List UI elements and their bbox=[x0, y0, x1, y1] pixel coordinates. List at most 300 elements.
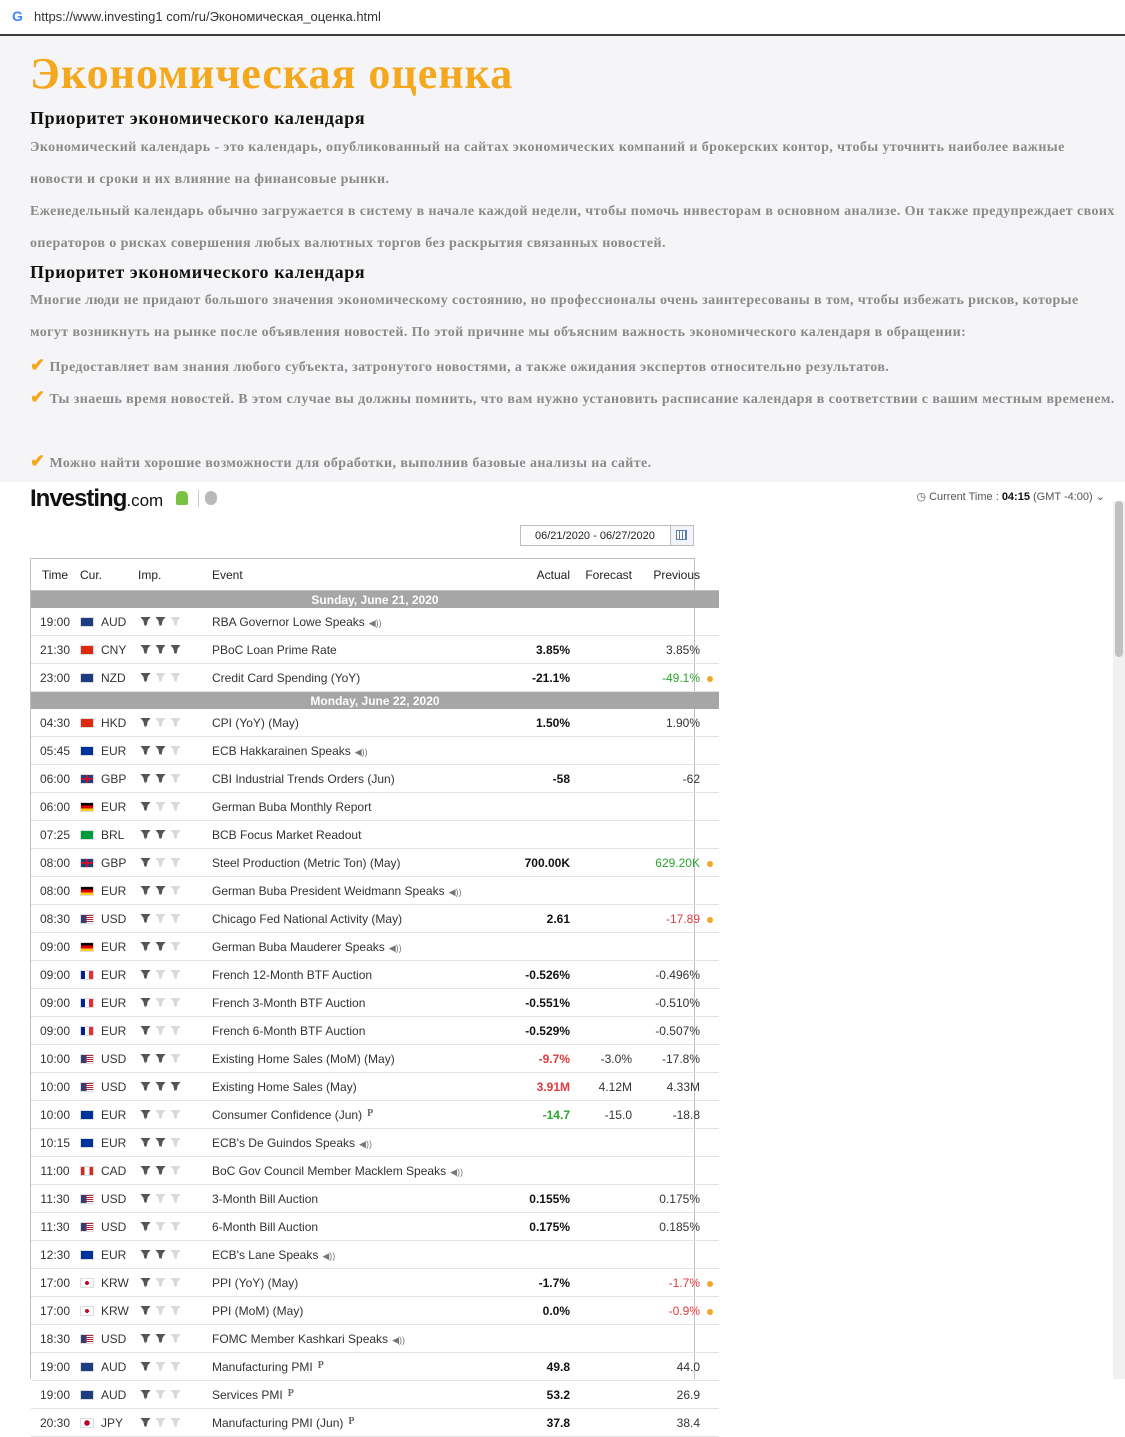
bullet-text: Предоставляет вам знания любого субъекта, затронутого новостями, а также ожидания экспертов относительно результатов. bbox=[49, 360, 890, 375]
event-previous: -49.1% bbox=[633, 664, 701, 692]
bull-icon bbox=[140, 1278, 151, 1287]
event-alert bbox=[701, 664, 719, 692]
bull-icon bbox=[170, 774, 181, 783]
bull-icon bbox=[140, 1362, 151, 1371]
event-importance bbox=[137, 636, 203, 664]
event-alert bbox=[701, 1185, 719, 1213]
event-currency bbox=[79, 1325, 137, 1353]
event-row[interactable] bbox=[31, 1241, 719, 1269]
event-name[interactable] bbox=[203, 961, 493, 989]
event-forecast bbox=[571, 737, 633, 765]
event-row[interactable] bbox=[31, 821, 719, 849]
currency-code: GBP bbox=[101, 855, 127, 870]
currency-code: EUR bbox=[101, 799, 127, 814]
event-title[interactable]: Manufacturing PMI bbox=[212, 1359, 313, 1374]
day-label: Sunday, June 21, 2020 bbox=[31, 591, 719, 609]
event-alert bbox=[701, 1017, 719, 1045]
event-alert bbox=[701, 1073, 719, 1101]
event-previous: 4.33M bbox=[633, 1073, 701, 1101]
event-currency bbox=[79, 664, 137, 692]
event-actual bbox=[493, 608, 571, 636]
flag-icon bbox=[80, 617, 94, 627]
event-title[interactable]: French 3-Month BTF Auction bbox=[212, 995, 366, 1010]
event-forecast bbox=[571, 709, 633, 737]
event-row[interactable] bbox=[31, 709, 719, 737]
event-title[interactable]: ECB's De Guindos Speaks bbox=[212, 1135, 356, 1150]
event-time: 11:30 bbox=[31, 1213, 79, 1241]
clock-icon: ◷ bbox=[916, 491, 926, 503]
event-actual: -58 bbox=[493, 765, 571, 793]
event-time: 09:00 bbox=[31, 989, 79, 1017]
event-alert bbox=[701, 793, 719, 821]
section-heading-2: Приоритет экономического календаря bbox=[30, 262, 366, 282]
revised-dot-icon bbox=[707, 1281, 713, 1287]
event-time: 08:00 bbox=[31, 849, 79, 877]
event-title[interactable]: ECB Hakkarainen Speaks bbox=[212, 743, 351, 758]
event-name[interactable] bbox=[203, 636, 493, 664]
event-alert bbox=[701, 1213, 719, 1241]
event-importance bbox=[137, 1101, 203, 1129]
logo-text: Investing bbox=[30, 485, 127, 512]
event-alert bbox=[701, 1353, 719, 1381]
event-alert bbox=[701, 1129, 719, 1157]
date-range-picker[interactable] bbox=[520, 525, 694, 546]
event-name[interactable] bbox=[203, 1297, 493, 1325]
currency-code: CAD bbox=[101, 1163, 127, 1178]
event-forecast: -3.0% bbox=[571, 1045, 633, 1073]
bull-icon bbox=[170, 1138, 181, 1147]
event-title[interactable]: Manufacturing PMI (Jun) bbox=[212, 1415, 344, 1430]
event-row[interactable] bbox=[31, 793, 719, 821]
currency-code: BRL bbox=[101, 827, 125, 842]
event-currency bbox=[79, 1241, 137, 1269]
event-name[interactable] bbox=[203, 1129, 493, 1157]
event-time: 19:00 bbox=[31, 1353, 79, 1381]
event-row[interactable] bbox=[31, 608, 719, 636]
event-forecast bbox=[571, 608, 633, 636]
event-importance bbox=[137, 989, 203, 1017]
event-currency bbox=[79, 1157, 137, 1185]
bull-icon bbox=[155, 886, 166, 895]
event-name[interactable] bbox=[203, 877, 493, 905]
column-event: Event bbox=[203, 559, 493, 591]
event-title[interactable]: French 6-Month BTF Auction bbox=[212, 1023, 366, 1038]
event-title[interactable]: 6-Month Bill Auction bbox=[212, 1219, 319, 1234]
event-actual: 3.91M bbox=[493, 1073, 571, 1101]
event-title[interactable]: Services PMI bbox=[212, 1387, 283, 1402]
event-name[interactable] bbox=[203, 1409, 493, 1437]
event-name[interactable] bbox=[203, 1073, 493, 1101]
event-title[interactable]: German Buba Mauderer Speaks bbox=[212, 939, 385, 954]
bull-icon bbox=[140, 1138, 151, 1147]
flag-icon bbox=[80, 1334, 94, 1344]
event-name[interactable] bbox=[203, 1017, 493, 1045]
event-row[interactable] bbox=[31, 1381, 719, 1409]
currency-code: EUR bbox=[101, 883, 127, 898]
event-currency bbox=[79, 1101, 137, 1129]
event-actual: 1.50% bbox=[493, 709, 571, 737]
bull-icon bbox=[155, 718, 166, 727]
event-actual: 3.85% bbox=[493, 636, 571, 664]
speaker-icon: ◀)) bbox=[392, 1334, 405, 1345]
bull-icon bbox=[155, 1082, 166, 1091]
flag-icon bbox=[80, 673, 94, 683]
bull-icon bbox=[170, 617, 181, 626]
bull-icon bbox=[155, 858, 166, 867]
bull-icon bbox=[170, 858, 181, 867]
event-previous bbox=[633, 1325, 701, 1353]
bull-icon bbox=[170, 998, 181, 1007]
bull-icon bbox=[155, 1418, 166, 1427]
event-row[interactable] bbox=[31, 1101, 719, 1129]
event-name[interactable] bbox=[203, 1213, 493, 1241]
event-title[interactable]: Consumer Confidence (Jun) bbox=[212, 1107, 363, 1122]
event-currency bbox=[79, 765, 137, 793]
currency-code: AUD bbox=[101, 1359, 127, 1374]
event-currency bbox=[79, 821, 137, 849]
divider bbox=[198, 490, 199, 507]
bull-icon bbox=[155, 1194, 166, 1203]
bull-icon bbox=[170, 1362, 181, 1371]
bull-icon bbox=[155, 914, 166, 923]
event-currency bbox=[79, 636, 137, 664]
event-alert bbox=[701, 905, 719, 933]
event-time: 11:00 bbox=[31, 1157, 79, 1185]
event-currency bbox=[79, 1185, 137, 1213]
event-name[interactable] bbox=[203, 1045, 493, 1073]
event-time: 10:00 bbox=[31, 1045, 79, 1073]
currency-code: KRW bbox=[101, 1303, 129, 1318]
event-name[interactable] bbox=[203, 1325, 493, 1353]
currency-code: EUR bbox=[101, 995, 127, 1010]
event-previous: 629.20K bbox=[633, 849, 701, 877]
event-currency bbox=[79, 1381, 137, 1409]
event-forecast bbox=[571, 989, 633, 1017]
bull-icon bbox=[170, 1166, 181, 1175]
bull-icon bbox=[170, 673, 181, 682]
event-title[interactable]: French 12-Month BTF Auction bbox=[212, 967, 373, 982]
currency-code: AUD bbox=[101, 1387, 127, 1402]
event-row[interactable] bbox=[31, 636, 719, 664]
flag-icon bbox=[80, 1250, 94, 1260]
event-previous: 1.90% bbox=[633, 709, 701, 737]
event-importance bbox=[137, 709, 203, 737]
event-row[interactable] bbox=[31, 1325, 719, 1353]
event-alert bbox=[701, 933, 719, 961]
event-row[interactable] bbox=[31, 905, 719, 933]
bull-icon bbox=[140, 1110, 151, 1119]
bull-icon bbox=[155, 1110, 166, 1119]
android-icon[interactable] bbox=[176, 491, 188, 505]
event-currency bbox=[79, 1409, 137, 1437]
bull-icon bbox=[170, 1222, 181, 1231]
section-heading-1: Приоритет экономического календаря bbox=[30, 108, 366, 128]
event-name[interactable] bbox=[203, 793, 493, 821]
event-currency bbox=[79, 608, 137, 636]
event-name[interactable] bbox=[203, 1241, 493, 1269]
event-time: 06:00 bbox=[31, 765, 79, 793]
calendar-table bbox=[30, 558, 700, 1430]
bull-icon bbox=[170, 1418, 181, 1427]
event-importance bbox=[137, 664, 203, 692]
flag-icon bbox=[80, 1166, 94, 1176]
event-name[interactable] bbox=[203, 821, 493, 849]
event-previous: -0.507% bbox=[633, 1017, 701, 1045]
event-row[interactable] bbox=[31, 737, 719, 765]
event-importance bbox=[137, 793, 203, 821]
bull-icon bbox=[155, 1166, 166, 1175]
event-importance bbox=[137, 1409, 203, 1437]
event-previous bbox=[633, 1129, 701, 1157]
event-time: 09:00 bbox=[31, 1017, 79, 1045]
event-row[interactable] bbox=[31, 1269, 719, 1297]
event-name[interactable] bbox=[203, 709, 493, 737]
bull-icon bbox=[155, 1362, 166, 1371]
event-previous bbox=[633, 608, 701, 636]
event-row[interactable] bbox=[31, 1129, 719, 1157]
bullet-3 bbox=[30, 445, 1120, 480]
revised-dot-icon bbox=[707, 1309, 713, 1315]
event-name[interactable] bbox=[203, 905, 493, 933]
event-row[interactable] bbox=[31, 1045, 719, 1073]
calendar-button[interactable] bbox=[670, 526, 693, 545]
event-actual bbox=[493, 737, 571, 765]
event-name[interactable] bbox=[203, 1157, 493, 1185]
event-row[interactable] bbox=[31, 1297, 719, 1325]
event-title[interactable]: Existing Home Sales (May) bbox=[212, 1079, 357, 1094]
event-row[interactable] bbox=[31, 1157, 719, 1185]
event-forecast bbox=[571, 877, 633, 905]
currency-code: USD bbox=[101, 1079, 127, 1094]
event-importance bbox=[137, 1213, 203, 1241]
event-time: 21:30 bbox=[31, 636, 79, 664]
event-currency bbox=[79, 961, 137, 989]
event-actual bbox=[493, 1241, 571, 1269]
checkmark-icon: ✔ bbox=[30, 451, 46, 471]
day-header bbox=[31, 692, 719, 710]
event-title[interactable]: German Buba President Weidmann Speaks bbox=[212, 883, 445, 898]
currency-code: USD bbox=[101, 1331, 127, 1346]
event-title[interactable]: PPI (YoY) (May) bbox=[212, 1275, 299, 1290]
event-row[interactable] bbox=[31, 1017, 719, 1045]
event-time: 17:00 bbox=[31, 1297, 79, 1325]
flag-icon bbox=[80, 718, 94, 728]
clock-timezone: (GMT -4:00) bbox=[1033, 491, 1093, 503]
flag-icon bbox=[80, 645, 94, 655]
event-importance bbox=[137, 1017, 203, 1045]
event-actual: 53.2 bbox=[493, 1381, 571, 1409]
bull-icon bbox=[140, 942, 151, 951]
event-row[interactable] bbox=[31, 765, 719, 793]
event-row[interactable] bbox=[31, 1073, 719, 1101]
event-row[interactable] bbox=[31, 1185, 719, 1213]
flag-icon bbox=[80, 1082, 94, 1092]
apple-icon[interactable] bbox=[205, 491, 217, 505]
preliminary-badge: P bbox=[367, 1107, 374, 1119]
event-forecast bbox=[571, 1409, 633, 1437]
event-title[interactable]: CBI Industrial Trends Orders (Jun) bbox=[212, 771, 395, 786]
investing-logo[interactable] bbox=[30, 485, 163, 513]
event-alert bbox=[701, 1157, 719, 1185]
event-time: 11:30 bbox=[31, 1185, 79, 1213]
event-actual: -0.551% bbox=[493, 989, 571, 1017]
speaker-icon: ◀)) bbox=[368, 617, 382, 628]
event-name[interactable] bbox=[203, 1269, 493, 1297]
preliminary-badge: P bbox=[348, 1415, 355, 1427]
event-importance bbox=[137, 961, 203, 989]
event-actual: -0.529% bbox=[493, 1017, 571, 1045]
event-importance bbox=[137, 905, 203, 933]
currency-code: NZD bbox=[101, 670, 126, 685]
event-alert bbox=[701, 709, 719, 737]
flag-icon bbox=[80, 886, 94, 896]
event-alert bbox=[701, 989, 719, 1017]
event-row[interactable] bbox=[31, 1409, 719, 1437]
event-actual: -21.1% bbox=[493, 664, 571, 692]
bull-icon bbox=[140, 1222, 151, 1231]
event-alert bbox=[701, 636, 719, 664]
event-row[interactable] bbox=[31, 877, 719, 905]
event-currency bbox=[79, 989, 137, 1017]
event-name[interactable] bbox=[203, 737, 493, 765]
event-name[interactable] bbox=[203, 989, 493, 1017]
preliminary-badge: P bbox=[287, 1387, 294, 1399]
bull-icon bbox=[155, 1250, 166, 1259]
flag-icon bbox=[80, 1194, 94, 1204]
event-previous: 26.9 bbox=[633, 1381, 701, 1409]
event-name[interactable] bbox=[203, 765, 493, 793]
event-row[interactable] bbox=[31, 849, 719, 877]
event-row[interactable] bbox=[31, 933, 719, 961]
event-time: 06:00 bbox=[31, 793, 79, 821]
event-title[interactable]: BoC Gov Council Member Macklem Speaks bbox=[212, 1163, 447, 1178]
bull-icon bbox=[170, 1054, 181, 1063]
event-title[interactable]: ECB's Lane Speaks bbox=[212, 1247, 319, 1262]
event-currency bbox=[79, 1353, 137, 1381]
event-currency bbox=[79, 1297, 137, 1325]
bull-icon bbox=[140, 1194, 151, 1203]
event-title[interactable]: PBoC Loan Prime Rate bbox=[212, 642, 337, 657]
event-name[interactable] bbox=[203, 1353, 493, 1381]
current-time[interactable] bbox=[916, 490, 1105, 503]
event-row[interactable] bbox=[31, 1353, 719, 1381]
event-title[interactable]: Chicago Fed National Activity (May) bbox=[212, 911, 403, 926]
event-importance bbox=[137, 608, 203, 636]
event-name[interactable] bbox=[203, 1101, 493, 1129]
event-title[interactable]: Existing Home Sales (MoM) (May) bbox=[212, 1051, 395, 1066]
event-row[interactable] bbox=[31, 961, 719, 989]
event-importance bbox=[137, 933, 203, 961]
bull-icon bbox=[170, 970, 181, 979]
flag-icon bbox=[80, 914, 94, 924]
bull-icon bbox=[140, 774, 151, 783]
event-alert bbox=[701, 877, 719, 905]
scrollbar-thumb[interactable] bbox=[1115, 501, 1123, 657]
logo-suffix: .com bbox=[126, 491, 164, 510]
currency-code: GBP bbox=[101, 771, 127, 786]
event-previous: -1.7% bbox=[633, 1269, 701, 1297]
event-alert bbox=[701, 1101, 719, 1129]
url-text[interactable]: https://www.investing1 com/ru/Экономическая_оценка.html bbox=[34, 9, 381, 24]
event-time: 08:00 bbox=[31, 877, 79, 905]
event-title[interactable]: CPI (YoY) (May) bbox=[212, 715, 299, 730]
bull-icon bbox=[155, 1306, 166, 1315]
bull-icon bbox=[170, 1334, 181, 1343]
event-row[interactable] bbox=[31, 989, 719, 1017]
currency-code: USD bbox=[101, 1219, 127, 1234]
event-row[interactable] bbox=[31, 664, 719, 692]
event-currency bbox=[79, 1269, 137, 1297]
event-row[interactable] bbox=[31, 1213, 719, 1241]
event-time: 12:30 bbox=[31, 1241, 79, 1269]
event-name[interactable] bbox=[203, 1381, 493, 1409]
event-previous bbox=[633, 821, 701, 849]
bull-icon bbox=[170, 1250, 181, 1259]
event-currency bbox=[79, 849, 137, 877]
address-bar[interactable] bbox=[0, 0, 1125, 36]
event-importance bbox=[137, 877, 203, 905]
speaker-icon: ◀)) bbox=[359, 1138, 372, 1149]
currency-code: EUR bbox=[101, 1023, 127, 1038]
event-actual: 49.8 bbox=[493, 1353, 571, 1381]
event-previous bbox=[633, 737, 701, 765]
event-title[interactable]: German Buba Monthly Report bbox=[212, 799, 372, 814]
event-name[interactable] bbox=[203, 933, 493, 961]
speaker-icon: ◀)) bbox=[354, 746, 368, 757]
event-previous: 38.4 bbox=[633, 1409, 701, 1437]
event-title[interactable]: BCB Focus Market Readout bbox=[212, 827, 362, 842]
event-time: 20:30 bbox=[31, 1409, 79, 1437]
flag-icon bbox=[80, 1418, 94, 1428]
event-name[interactable] bbox=[203, 608, 493, 636]
event-importance bbox=[137, 1045, 203, 1073]
event-title[interactable]: FOMC Member Kashkari Speaks bbox=[212, 1331, 389, 1346]
event-previous bbox=[633, 1157, 701, 1185]
event-previous: -0.496% bbox=[633, 961, 701, 989]
event-previous: -17.89 bbox=[633, 905, 701, 933]
flag-icon bbox=[80, 1110, 94, 1120]
event-alert bbox=[701, 1045, 719, 1073]
article bbox=[0, 36, 1125, 482]
flag-icon bbox=[80, 1390, 94, 1400]
event-importance bbox=[137, 1381, 203, 1409]
event-name[interactable] bbox=[203, 664, 493, 692]
event-title[interactable]: 3-Month Bill Auction bbox=[212, 1191, 319, 1206]
event-title[interactable]: RBA Governor Lowe Speaks bbox=[212, 614, 365, 629]
event-previous bbox=[633, 877, 701, 905]
event-time: 07:25 bbox=[31, 821, 79, 849]
bull-icon bbox=[170, 1390, 181, 1399]
event-alert bbox=[701, 1241, 719, 1269]
event-alert bbox=[701, 765, 719, 793]
page-scrollbar[interactable] bbox=[1113, 501, 1125, 1379]
paragraph-2: Еженедельный календарь обычно загружается в систему в начале каждой недели, чтобы помочь инвесторам в основном анализе. Он также предупреждает своих операторов о рисках совершения любых валютных торгов без раскрытия связанных новостей. bbox=[30, 204, 1115, 251]
event-title[interactable]: Credit Card Spending (YoY) bbox=[212, 670, 361, 685]
bull-icon bbox=[140, 746, 151, 755]
event-forecast bbox=[571, 1185, 633, 1213]
event-forecast bbox=[571, 961, 633, 989]
event-actual: -14.7 bbox=[493, 1101, 571, 1129]
flag-icon bbox=[80, 1138, 94, 1148]
event-name[interactable] bbox=[203, 849, 493, 877]
event-title[interactable]: Steel Production (Metric Ton) (May) bbox=[212, 855, 401, 870]
bull-icon bbox=[155, 645, 166, 654]
event-forecast bbox=[571, 793, 633, 821]
checkmark-icon: ✔ bbox=[30, 355, 46, 375]
event-forecast bbox=[571, 821, 633, 849]
event-title[interactable]: PPI (MoM) (May) bbox=[212, 1303, 304, 1318]
event-name[interactable] bbox=[203, 1185, 493, 1213]
